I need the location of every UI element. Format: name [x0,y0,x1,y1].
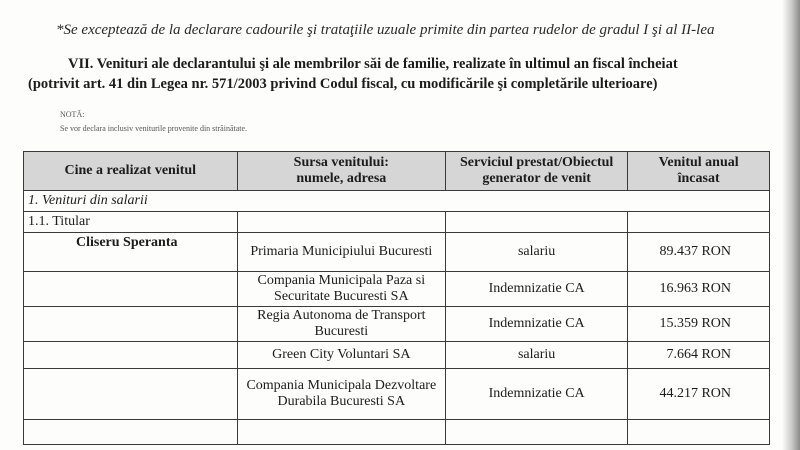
header-annual-income: Venitul anual încasat [628,152,770,191]
income-service: Indemnizatie CA [446,307,628,342]
subcategory-titular: 1.1. Titular [24,212,238,233]
table-row [24,272,770,307]
income-amount: 44.217 RON [628,369,770,420]
gift-exception-footnote: *Se exceptează de la declarare cadourile şi trataţiile uzuale primite din partea rudelor de gradul I şi al II-lea [56,22,715,38]
income-service: Indemnizatie CA [446,369,628,420]
income-amount: 15.359 RON [628,307,770,342]
header-who: Cine a realizat venitul [24,152,238,191]
table-header-row [24,152,770,191]
income-amount: 7.664 RON [628,342,770,369]
income-source: Green City Voluntari SA [237,342,446,369]
table-row-empty [24,420,770,445]
nota-label: NOTĂ: [60,110,85,119]
header-service: Serviciul prestat/Obiectul generator de venit [446,152,628,191]
section-subtitle: (potrivit art. 41 din Legea nr. 571/2003 privind Codul fiscal, cu modificările şi completările ulterioare) [28,76,658,92]
income-service: Indemnizatie CA [446,272,628,307]
income-source: Primaria Municipiului Bucuresti [237,233,446,272]
person-name: Cliseru Speranta [24,233,238,272]
category-row [24,191,770,212]
income-source: Regia Autonoma de Transport Bucuresti [237,307,446,342]
income-amount: 89.437 RON [628,233,770,272]
income-service: salariu [446,233,628,272]
scan-edge-shadow [782,0,800,450]
subcategory-row [24,212,770,233]
section-title: VII. Venituri ale declarantului şi ale membrilor săi de familie, realizate în ultimul an fiscal încheiat [68,56,678,72]
table-row [24,307,770,342]
table-row [24,233,770,272]
income-service: salariu [446,342,628,369]
income-source: Compania Municipala Dezvoltare Durabila Bucuresti SA [237,369,446,420]
income-table [23,151,770,445]
nota-text: Se vor declara inclusiv veniturile provenite din străinătate. [60,124,248,133]
income-source: Compania Municipala Paza si Securitate Bucuresti SA [237,272,446,307]
table-row [24,342,770,369]
income-amount: 16.963 RON [628,272,770,307]
table-row [24,369,770,420]
header-source: Sursa venitului: numele, adresa [237,152,446,191]
category-salaries: 1. Venituri din salarii [24,191,770,212]
